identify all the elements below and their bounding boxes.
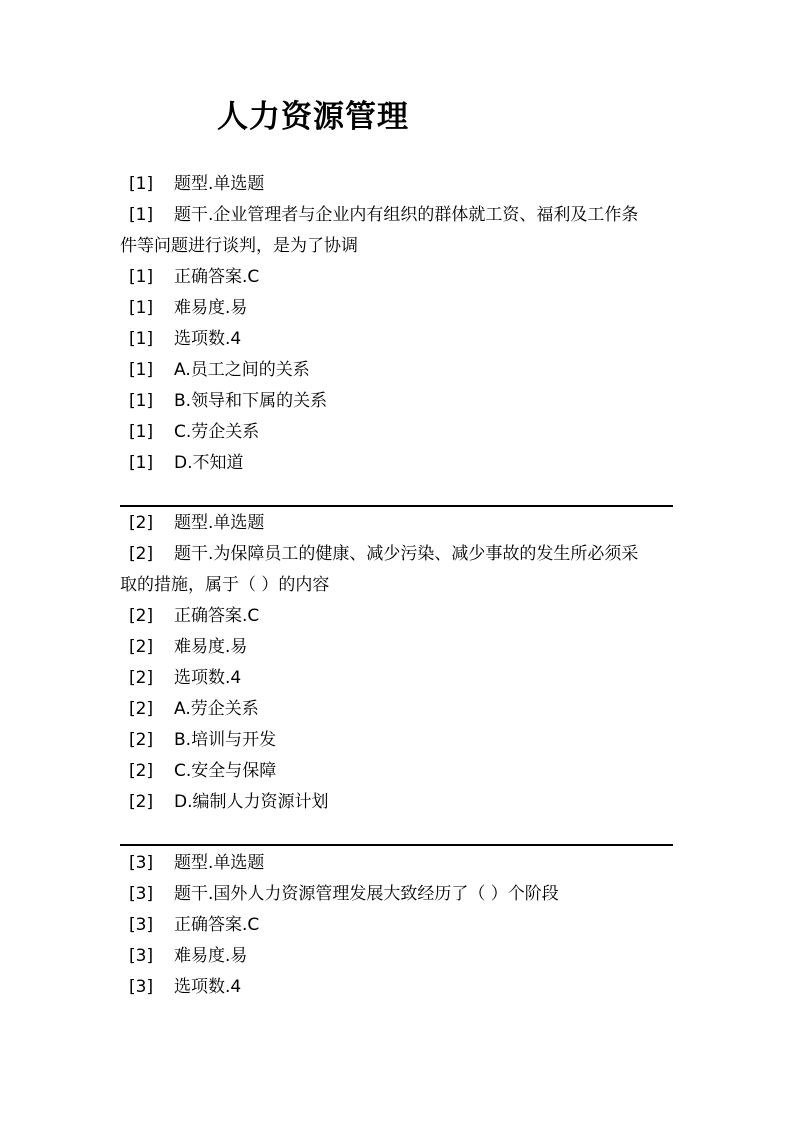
question-block-2 xyxy=(120,508,673,818)
question-number: [1] xyxy=(129,205,154,225)
question-number: [3] xyxy=(129,946,154,966)
question-divider xyxy=(120,505,673,507)
option-b xyxy=(120,386,673,417)
question-number: [2] xyxy=(129,730,154,750)
question-type-text: 题型.单选题 xyxy=(174,174,265,194)
question-number: [2] xyxy=(129,606,154,626)
question-block-3 xyxy=(120,848,673,1003)
question-stem xyxy=(120,879,673,910)
question-number: [1] xyxy=(129,267,154,287)
question-number: [3] xyxy=(129,977,154,997)
option-text: A.员工之间的关系 xyxy=(174,360,310,380)
answer-text: 正确答案.C xyxy=(174,267,260,287)
question-type xyxy=(120,848,673,879)
option-b xyxy=(120,725,673,756)
question-number: [2] xyxy=(129,513,154,533)
option-count-text: 选项数.4 xyxy=(174,977,242,997)
option-c xyxy=(120,417,673,448)
option-text: C.安全与保障 xyxy=(174,761,277,781)
page-title: 人力资源管理 xyxy=(217,99,409,135)
question-number: [3] xyxy=(129,915,154,935)
question-option-count xyxy=(120,324,673,355)
question-number: [2] xyxy=(129,544,154,564)
question-number: [2] xyxy=(129,792,154,812)
question-number: [2] xyxy=(129,699,154,719)
question-answer xyxy=(120,910,673,941)
difficulty-text: 难易度.易 xyxy=(174,637,248,657)
option-d xyxy=(120,448,673,479)
question-option-count xyxy=(120,663,673,694)
question-difficulty xyxy=(120,632,673,663)
difficulty-text: 难易度.易 xyxy=(174,298,248,318)
question-stem-line1: 题干.国外人力资源管理发展大致经历了（ ）个阶段 xyxy=(174,884,559,904)
question-difficulty xyxy=(120,941,673,972)
question-number: [1] xyxy=(129,422,154,442)
option-text: C.劳企关系 xyxy=(174,422,260,442)
answer-text: 正确答案.C xyxy=(174,915,260,935)
question-type xyxy=(120,169,673,200)
question-stem-line1: 题干.为保障员工的健康、减少污染、减少事故的发生所必须采 xyxy=(174,544,639,564)
question-type-text: 题型.单选题 xyxy=(174,853,265,873)
question-block-1 xyxy=(120,169,673,479)
question-number: [1] xyxy=(129,391,154,411)
question-option-count xyxy=(120,972,673,1003)
option-text: D.不知道 xyxy=(174,453,244,473)
question-stem-line1: 题干.企业管理者与企业内有组织的群体就工资、福利及工作条 xyxy=(174,205,639,225)
question-number: [2] xyxy=(129,761,154,781)
option-text: D.编制人力资源计划 xyxy=(174,792,329,812)
option-d xyxy=(120,787,673,818)
option-text: A.劳企关系 xyxy=(174,699,259,719)
option-c xyxy=(120,756,673,787)
difficulty-text: 难易度.易 xyxy=(174,946,248,966)
question-number: [1] xyxy=(129,360,154,380)
question-number: [1] xyxy=(129,298,154,318)
question-answer xyxy=(120,262,673,293)
option-a xyxy=(120,355,673,386)
answer-text: 正确答案.C xyxy=(174,606,260,626)
question-divider xyxy=(120,844,673,846)
question-answer xyxy=(120,601,673,632)
question-number: [2] xyxy=(129,637,154,657)
question-stem xyxy=(120,539,673,601)
option-a xyxy=(120,694,673,725)
question-number: [1] xyxy=(129,329,154,349)
option-count-text: 选项数.4 xyxy=(174,329,242,349)
question-difficulty xyxy=(120,293,673,324)
question-number: [2] xyxy=(129,668,154,688)
option-count-text: 选项数.4 xyxy=(174,668,242,688)
question-stem-line2: 件等问题进行谈判，是为了协调 xyxy=(120,236,358,256)
question-stem xyxy=(120,200,673,262)
question-number: [1] xyxy=(129,174,154,194)
question-number: [3] xyxy=(129,884,154,904)
question-stem-line2: 取的措施，属于（ ）的内容 xyxy=(120,575,330,595)
option-text: B.培训与开发 xyxy=(174,730,277,750)
question-type-text: 题型.单选题 xyxy=(174,513,265,533)
question-type xyxy=(120,508,673,539)
question-number: [3] xyxy=(129,853,154,873)
option-text: B.领导和下属的关系 xyxy=(174,391,328,411)
question-number: [1] xyxy=(129,453,154,473)
